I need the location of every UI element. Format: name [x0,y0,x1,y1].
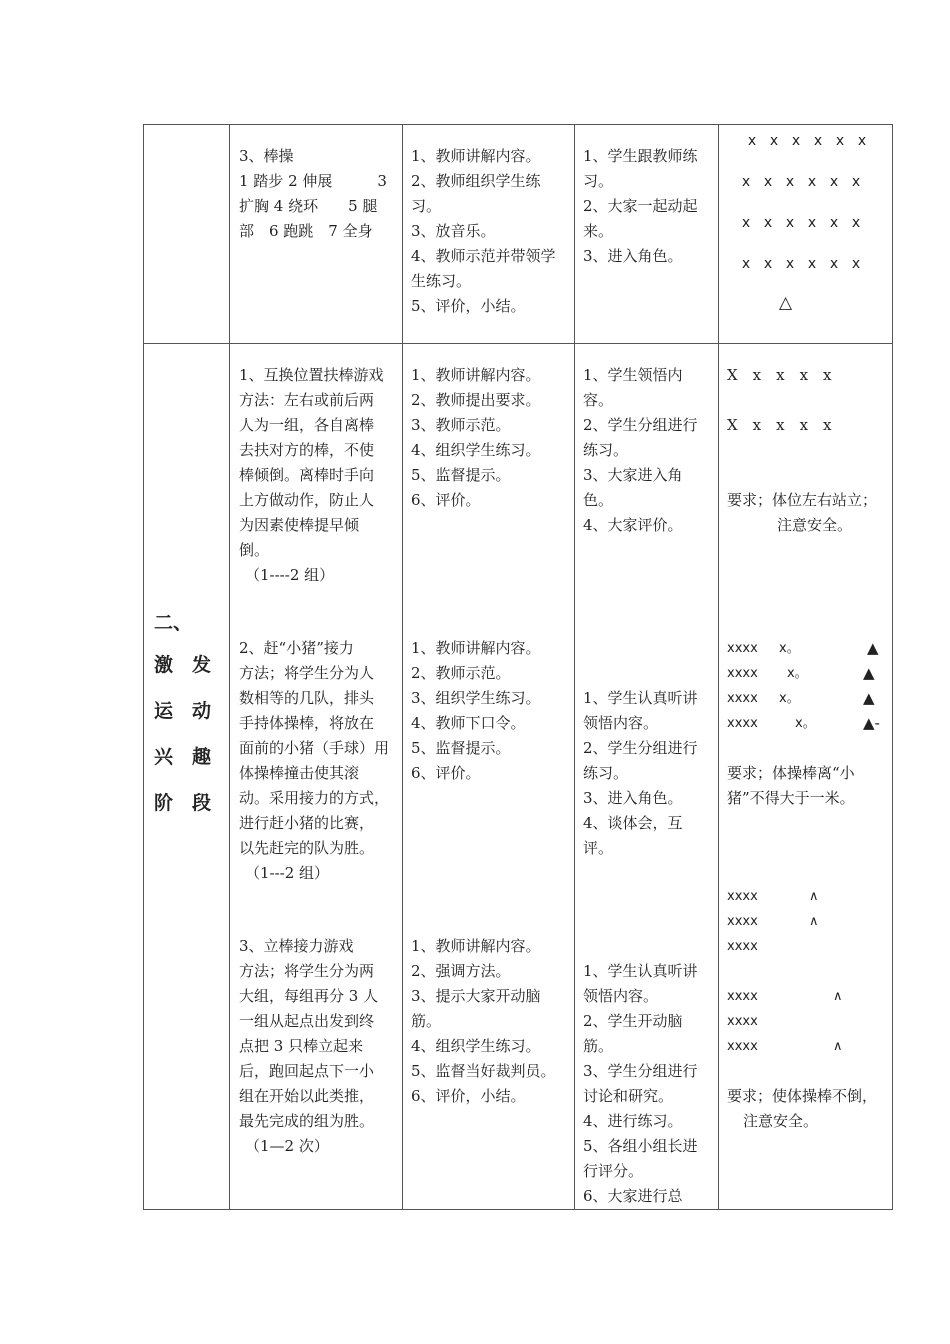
content-line: 上方做动作，防止人 [239,491,375,509]
content-line: 2、赶“小猪”接力 [239,639,354,657]
student-mark: x [741,215,751,231]
student-mark: x [763,174,773,190]
ball-mark: x。 [779,691,800,706]
formation-diagram [719,636,892,736]
teacher-step: 3、组织学生练习。 [411,689,541,707]
student-step: 领悟内容。 [583,714,659,732]
student-step: 筋。 [583,1037,614,1055]
student-step: 5、各组小组长进 [583,1137,698,1155]
team-row [727,984,886,1009]
team-members: xxxx [727,641,758,656]
finish-flag-icon: ▲- [863,714,880,732]
student-mark: x [851,174,861,190]
requirement-line: 猪”不得大于一米。 [727,789,855,807]
student-step: 1、学生领悟内 [583,366,683,384]
teacher-step: 6、评价。 [411,491,481,509]
requirement-line: 要求；使体操棒不倒， [727,1087,878,1105]
content-line: 为因素使棒提早倾 [239,516,360,534]
student-mark: x [769,133,779,149]
teacher-activity-cell [403,125,575,344]
content-cell [230,344,403,1210]
content-line: 棒倾倒。离棒时手向 [239,466,375,484]
student-row [735,250,892,291]
student-mark: x [785,256,795,272]
student-activity-cell [575,344,719,1210]
student-mark: x [785,174,795,190]
content-line: 后，跑回起点下一小 [239,1062,375,1080]
team-members: xxxx [727,1014,758,1029]
teacher-step: 5、监督当好裁判员。 [411,1062,556,1080]
student-mark: x [829,256,839,272]
stick-mark: ∧ [809,914,819,929]
student-step: 3、学生分组进行 [583,1062,698,1080]
student-mark: x [851,256,861,272]
teacher-step: 3、教师示范。 [411,416,511,434]
team-row [727,661,886,686]
student-row [741,127,892,168]
content-line: （1—2 次） [245,1137,329,1155]
teacher-step: 4、组织学生练习。 [411,441,541,459]
content-line: 进行赶小猪的比赛， [239,814,375,832]
content-line: 面前的小猪（手球）用 [239,739,390,757]
content-line: 倒。 [239,541,270,559]
stage-line: 阶 段 [154,792,212,814]
student-mark: x [747,133,757,149]
teacher-step: 2、教师组织学生练 [411,172,541,190]
team-members: xxxx [727,666,758,681]
student-mark: x [807,256,817,272]
student-step: 2、学生开动脑 [583,1012,683,1030]
team-members: xxxx [727,716,758,731]
content-line: 3、棒操 [239,147,294,165]
stage-line: 运 动 [154,700,212,722]
teacher-step: 5、监督提示。 [411,739,511,757]
team-members: xxxx [727,1039,758,1054]
stage-cell [144,344,230,1210]
teacher-step: 4、教师下口令。 [411,714,526,732]
content-line: 1 踏步 2 伸展 3 [239,172,387,190]
finish-flag-icon: ▲ [867,639,879,657]
stage-line: 兴 趣 [154,746,212,768]
finish-flag-icon: ▲ [863,664,875,682]
student-mark: x [807,215,817,231]
stick-mark: ∧ [833,1039,843,1054]
student-row [735,168,892,209]
student-mark: x [791,133,801,149]
student-step: 1、学生认真听讲 [583,962,698,980]
student-step: 4、大家评价。 [583,516,683,534]
content-line: 数相等的几队，排头 [239,689,375,707]
stick-mark: ∧ [809,889,819,904]
team-members: xxxx [727,691,758,706]
student-mark: x [807,174,817,190]
stage-line: 激 发 [154,654,212,676]
formation-diagram [719,984,892,1059]
student-step: 领悟内容。 [583,987,659,1005]
requirement-text [719,761,892,811]
student-mark: x [857,133,867,149]
team-row [727,934,886,959]
student-mark: x [785,215,795,231]
teacher-step: 6、评价，小结。 [411,1087,526,1105]
team-row [727,884,886,909]
teacher-step: 2、教师示范。 [411,664,511,682]
stage-cell [144,125,230,344]
team-row [727,686,886,711]
content-line: 方法：左右或前后两 [239,391,375,409]
content-line: 3、立棒接力游戏 [239,937,354,955]
teacher-step: 筋。 [411,1012,442,1030]
student-step: 色。 [583,491,614,509]
requirement-text [719,1084,892,1134]
content-line: 一组从起点出发到终 [239,1012,375,1030]
student-step: 行评分。 [583,1162,644,1180]
team-row [727,636,886,661]
stage-line: 二、 [154,612,193,634]
table-row [144,344,893,1210]
teacher-step: 1、教师讲解内容。 [411,639,541,657]
content-line: 1、互换位置扶棒游戏 [239,366,384,384]
student-mark: x [741,256,751,272]
content-line: 方法；将学生分为人 [239,664,375,682]
teacher-step: 2、强调方法。 [411,962,511,980]
teacher-step: 3、放音乐。 [411,222,496,240]
content-line: 扩胸 4 绕环 5 腿 [239,197,378,215]
team-row [727,1034,886,1059]
student-mark: x [763,215,773,231]
content-line: 以先赶完的队为胜。 [239,839,375,857]
teacher-step: 4、教师示范并带领学 [411,247,556,265]
content-line: 部 6 跑跳 7 全身 [239,222,373,240]
teacher-step: 5、评价，小结。 [411,297,526,315]
student-step: 4、谈体会，互评。 [583,814,683,857]
student-row [735,209,892,250]
requirement-line: 注意安全。 [743,1112,819,1130]
student-step: 3、进入角色。 [583,247,683,265]
formation-diagram [719,884,892,959]
stage-title [154,600,211,826]
ball-mark: x。 [795,716,816,731]
teacher-step: 1、教师讲解内容。 [411,366,541,384]
lesson-plan-table [143,124,893,1210]
table-row [144,125,893,344]
teacher-step: 生练习。 [411,272,472,290]
requirement-line: 要求；体操棒离“小 [727,764,855,782]
student-step: 2、学生分组进行 [583,739,698,757]
student-step: 2、大家一起动起 [583,197,698,215]
team-row [727,909,886,934]
student-step: 3、大家进入角 [583,466,683,484]
student-activity-cell [575,125,719,344]
content-line: 动。采用接力的方式， [239,789,390,807]
teacher-step: 习。 [411,197,442,215]
teacher-step: 1、教师讲解内容。 [411,147,541,165]
content-line: 人为一组，各自离棒 [239,416,375,434]
student-step: 练习。 [583,764,629,782]
student-step: 练习。 [583,441,629,459]
ball-mark: x。 [779,641,800,656]
teacher-mark: △ [779,293,793,313]
team-row [727,711,886,736]
teacher-step: 2、教师提出要求。 [411,391,541,409]
student-mark: x [829,215,839,231]
teacher-step: 4、组织学生练习。 [411,1037,541,1055]
requirement-line: 要求；体位左右站立； [727,491,878,509]
student-step: 2、学生分组进行 [583,416,698,434]
student-mark: x [741,174,751,190]
team-members: xxxx [727,914,758,929]
student-step: 6、大家进行总 [583,1187,683,1205]
team-row [727,1009,886,1034]
teacher-step: 6、评价。 [411,764,481,782]
content-line: 组在开始以此类推， [239,1087,375,1105]
formation-diagram [741,127,892,315]
student-mark: x [813,133,823,149]
content-line: 最先完成的组为胜。 [239,1112,375,1130]
student-step: 1、学生跟教师练 [583,147,698,165]
student-step: 4、进行练习。 [583,1112,683,1130]
content-line: 大组，每组再分 3 人 [239,987,379,1005]
student-step: 1、学生认真听讲 [583,689,698,707]
student-step: 来。 [583,222,614,240]
ball-mark: x。 [787,666,808,681]
formation-diagram [719,363,892,463]
teacher-activity-cell [403,344,575,1210]
content-line: 方法；将学生分为两 [239,962,375,980]
student-step: 3、进入角色。 [583,789,683,807]
team-members: xxxx [727,889,758,904]
requirement-line: 注意安全。 [777,516,853,534]
team-members: xxxx [727,939,758,954]
team-members: xxxx [727,989,758,1004]
content-line: 点把 3 只棒立起来 [239,1037,364,1055]
content-line: （1---2 组） [245,864,330,882]
content-line: 体操棒撞击使其滚 [239,764,360,782]
teacher-step: 5、监督提示。 [411,466,511,484]
student-step: 容。 [583,391,614,409]
content-cell [230,125,403,344]
teacher-step: 1、教师讲解内容。 [411,937,541,955]
finish-flag-icon: ▲ [863,689,875,707]
formation-cell [719,125,893,344]
content-line: （1----2 组） [245,566,335,584]
student-step: 习。 [583,172,614,190]
student-step: 讨论和研究。 [583,1087,674,1105]
stick-mark: ∧ [833,989,843,1004]
requirement-text [719,488,892,538]
teacher-step: 3、提示大家开动脑 [411,987,541,1005]
content-line: 手持体操棒，将放在 [239,714,375,732]
content-line: 去扶对方的棒，不使 [239,441,375,459]
pair-row: X x x x x [727,416,832,434]
student-mark: x [835,133,845,149]
student-mark: x [851,215,861,231]
pair-row: X x x x x [727,366,832,384]
student-mark: x [829,174,839,190]
student-mark: x [763,256,773,272]
formation-cell [719,344,893,1210]
